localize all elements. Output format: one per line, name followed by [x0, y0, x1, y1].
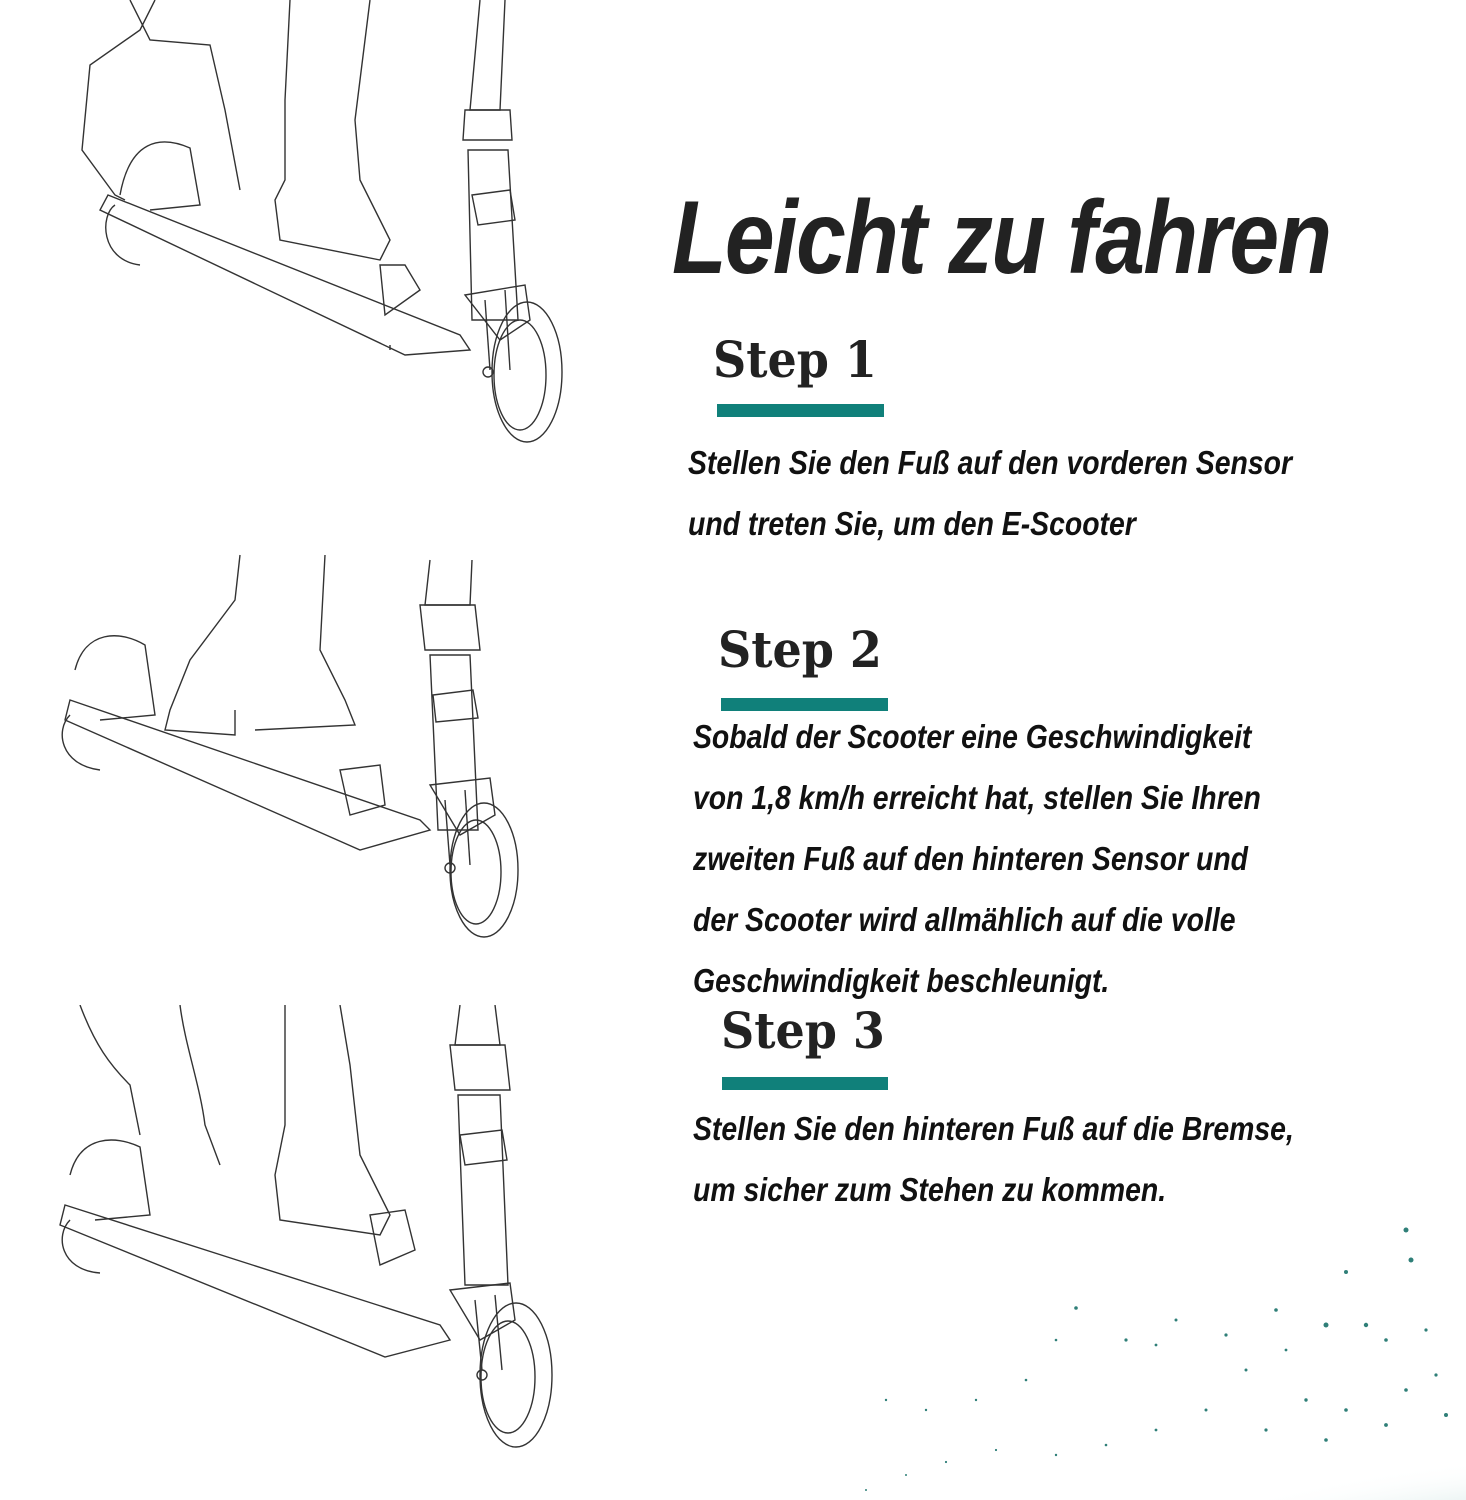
step-3-line: Stellen Sie den hinteren Fuß auf die Bremse, — [693, 1110, 1294, 1147]
step-2-line: der Scooter wird allmählich auf die volle — [693, 901, 1236, 938]
scooter-illustration-step-1 — [60, 0, 580, 500]
paint-splatter-decoration — [826, 1200, 1466, 1500]
step-2-line: Sobald der Scooter eine Geschwindigkeit — [693, 718, 1252, 755]
scooter-illustration-step-2 — [40, 550, 540, 960]
step-2-text — [693, 706, 1261, 1011]
step-2-line: zweiten Fuß auf den hinteren Sensor und — [693, 840, 1249, 877]
page-title: Leicht zu fahren — [672, 180, 1331, 296]
step-2-line: Geschwindigkeit beschleunigt. — [693, 962, 1110, 999]
step-3-heading: Step 3 — [721, 1001, 885, 1060]
step-1-heading: Step 1 — [713, 330, 877, 389]
step-1-text — [688, 432, 1292, 554]
scooter-line-drawing-icon — [50, 1005, 560, 1475]
step-3-line: um sicher zum Stehen zu kommen. — [693, 1171, 1167, 1208]
step-1-line: Stellen Sie den Fuß auf den vorderen Sensor — [688, 444, 1293, 481]
scooter-illustration-step-3 — [50, 1005, 560, 1475]
step-2-line: von 1,8 km/h erreicht hat, stellen Sie Ihren — [693, 779, 1261, 816]
scooter-line-drawing-icon — [60, 0, 580, 500]
step-3-underline — [722, 1077, 888, 1090]
step-2-heading: Step 2 — [718, 620, 882, 679]
splatter-icon — [826, 1200, 1466, 1500]
step-1-underline — [717, 404, 884, 417]
step-1-line: und treten Sie, um den E-Scooter — [688, 505, 1136, 542]
scooter-line-drawing-icon — [40, 550, 540, 960]
